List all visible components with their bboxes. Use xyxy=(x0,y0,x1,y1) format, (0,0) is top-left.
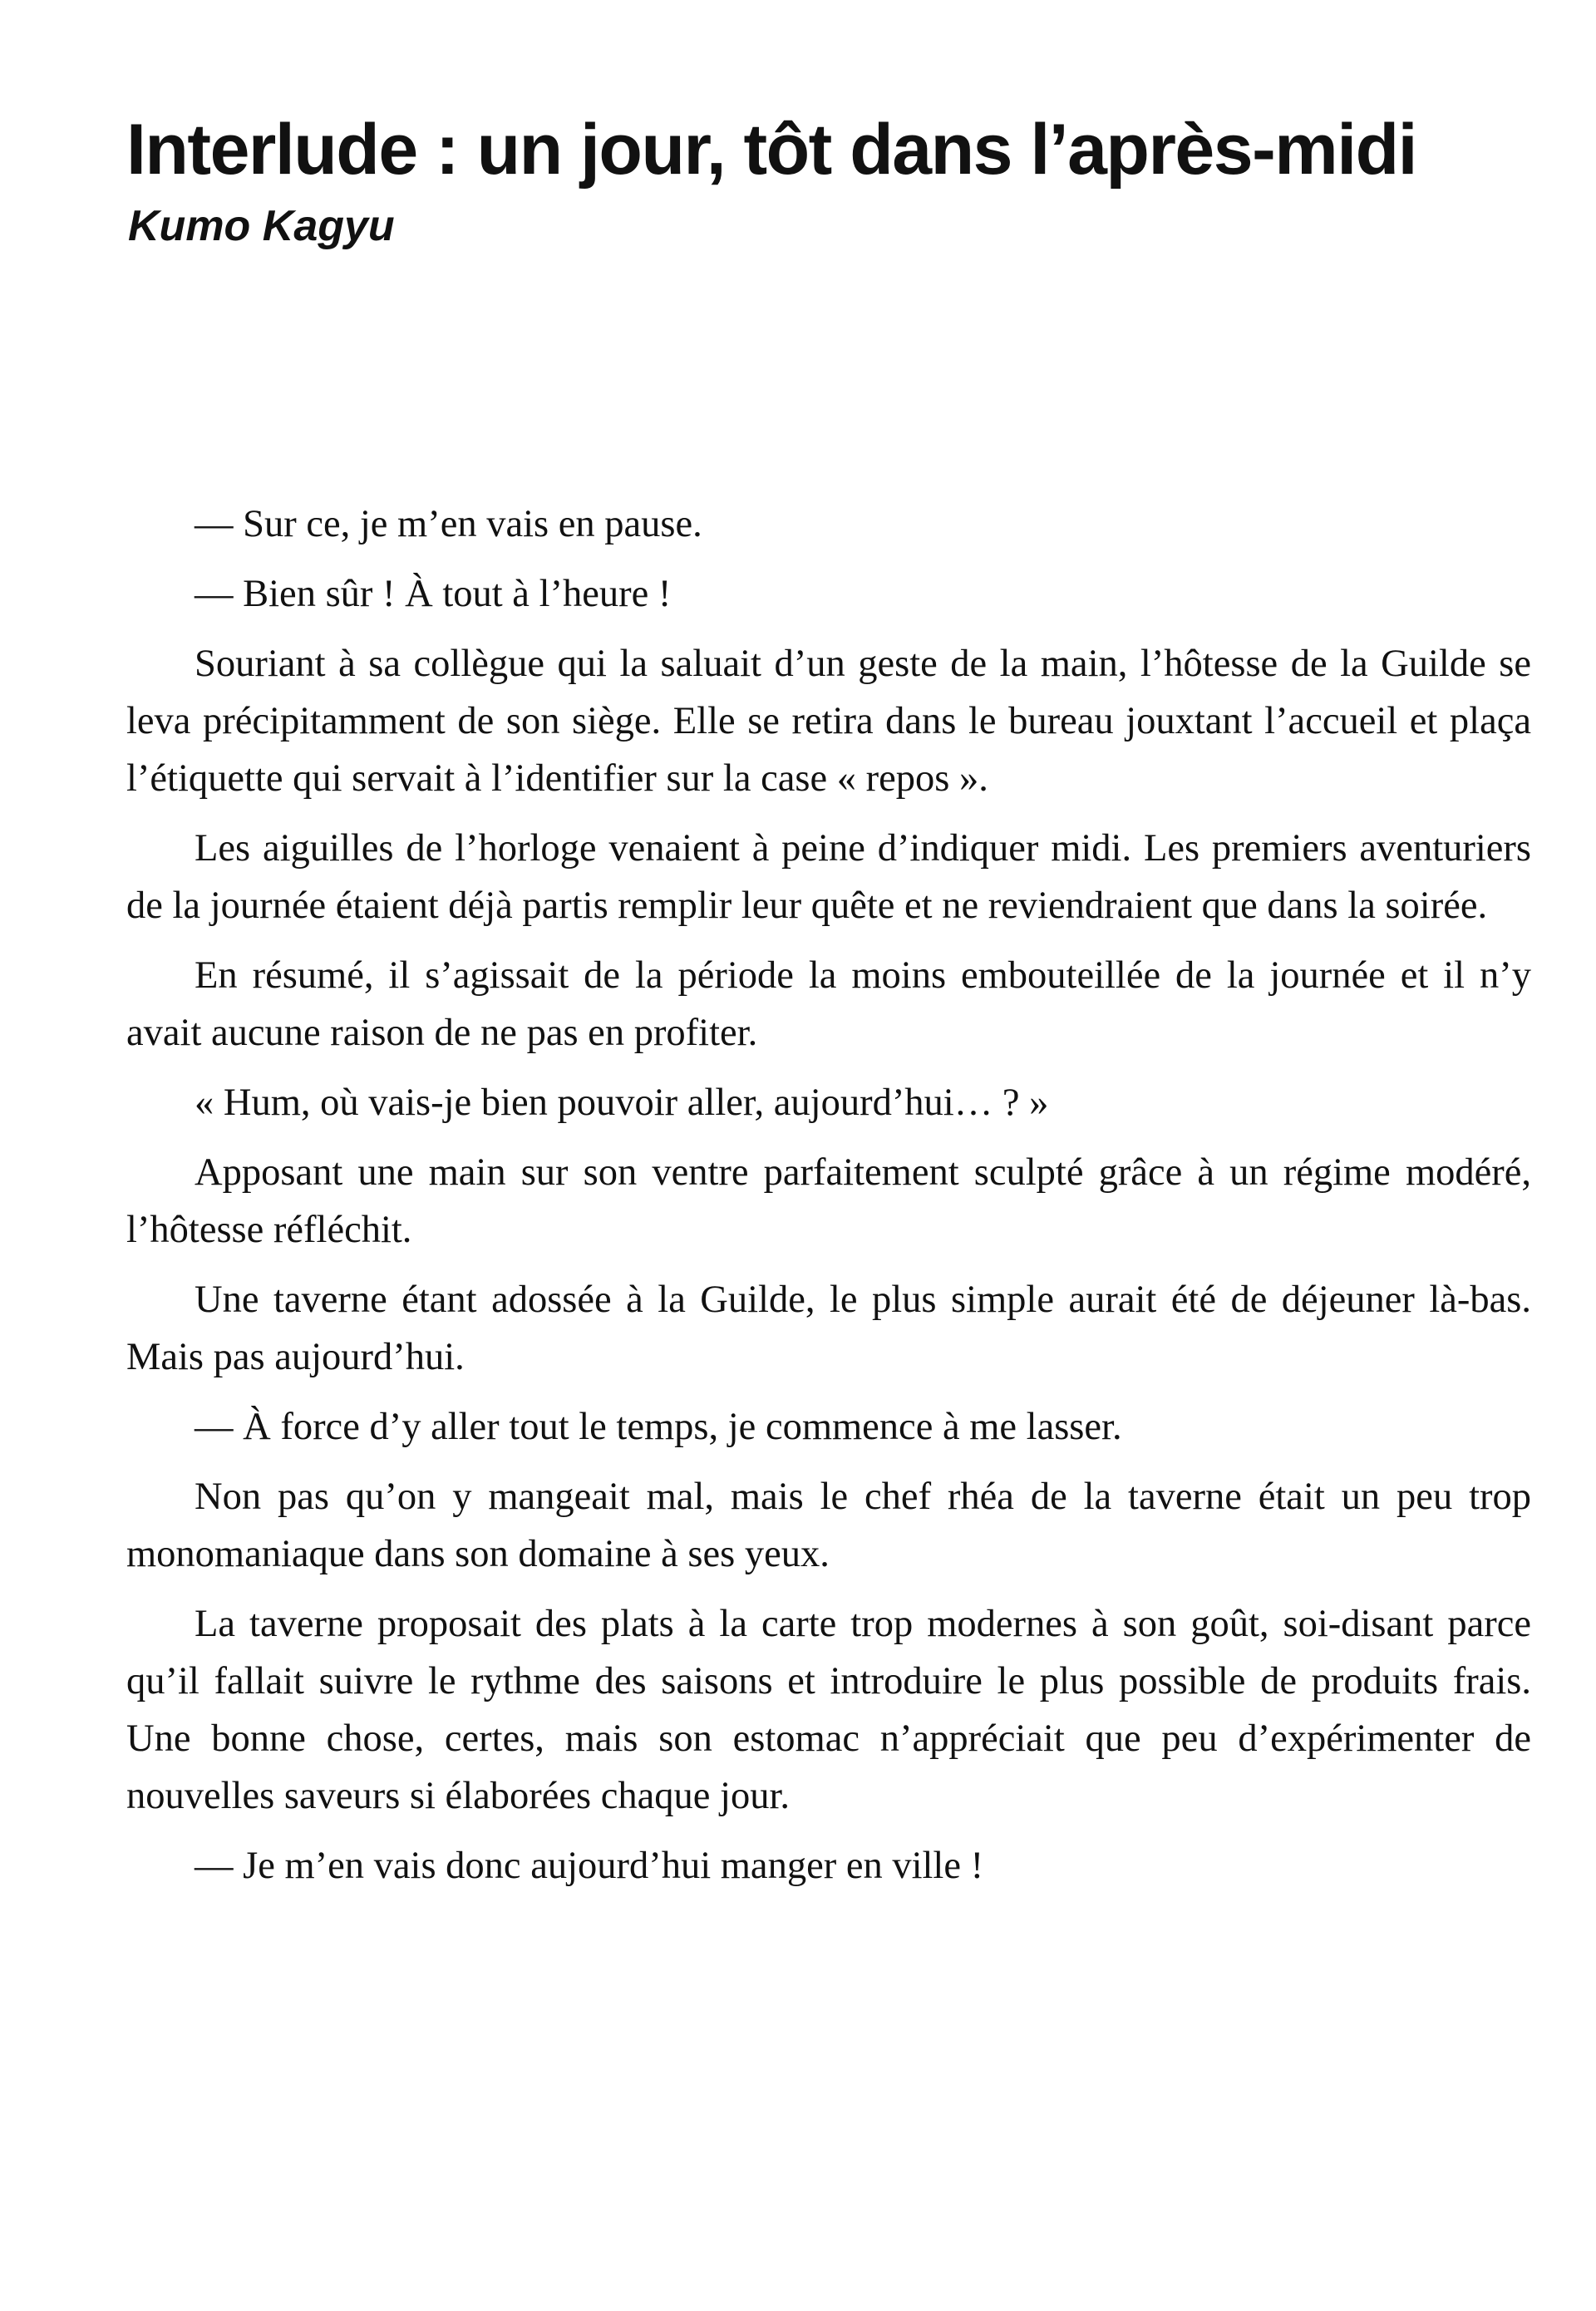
paragraph: — À force d’y aller tout le temps, je commence à me lasser. xyxy=(195,1406,1122,1448)
paragraph: — Je m’en vais donc aujourd’hui manger en ville ! xyxy=(195,1845,984,1887)
paragraph: La taverne proposait des plats à la carte trop modernes à son goût, soi-disant parce qu’il fallait suivre le rythme des saisons et introduire le plus possible de produits frais. Une bonne chose, certes, mais son estomac n’appréciait que peu d’expérimenter de nouvelles saveurs si élaborées chaque jour. xyxy=(126,1603,1531,1817)
paragraph: — Bien sûr ! À tout à l’heure ! xyxy=(195,573,672,615)
paragraph: Une taverne étant adossée à la Guilde, le plus simple aurait été de déjeuner là-bas. Mais pas aujourd’hui. xyxy=(126,1279,1531,1378)
paragraph: Non pas qu’on y mangeait mal, mais le chef rhéa de la taverne était un peu trop monomaniaque dans son domaine à ses yeux. xyxy=(126,1476,1531,1575)
chapter-body xyxy=(126,495,1531,1907)
author-name: Kumo Kagyu xyxy=(128,202,395,250)
paragraph: Souriant à sa collègue qui la saluait d’un geste de la main, l’hôtesse de la Guilde se leva précipitamment de son siège. Elle se retira dans le bureau jouxtant l’accueil et plaça l’étiquette qui servait à l’identifier sur la case « repos ». xyxy=(126,643,1531,800)
paragraph: — Sur ce, je m’en vais en pause. xyxy=(195,503,702,545)
paragraph: « Hum, où vais-je bien pouvoir aller, aujourd’hui… ? » xyxy=(195,1082,1049,1124)
paragraph: Apposant une main sur son ventre parfaitement sculpté grâce à un régime modéré, l’hôtesse réfléchit. xyxy=(126,1151,1531,1251)
paragraph: En résumé, il s’agissait de la période la moins embouteillée de la journée et il n’y avait aucune raison de ne pas en profiter. xyxy=(126,954,1531,1054)
chapter-title: Interlude : un jour, tôt dans l’après-midi xyxy=(126,110,1417,190)
paragraph: Les aiguilles de l’horloge venaient à peine d’indiquer midi. Les premiers aventuriers de la journée étaient déjà partis remplir leur quête et ne reviendraient que dans la soirée. xyxy=(126,827,1531,927)
